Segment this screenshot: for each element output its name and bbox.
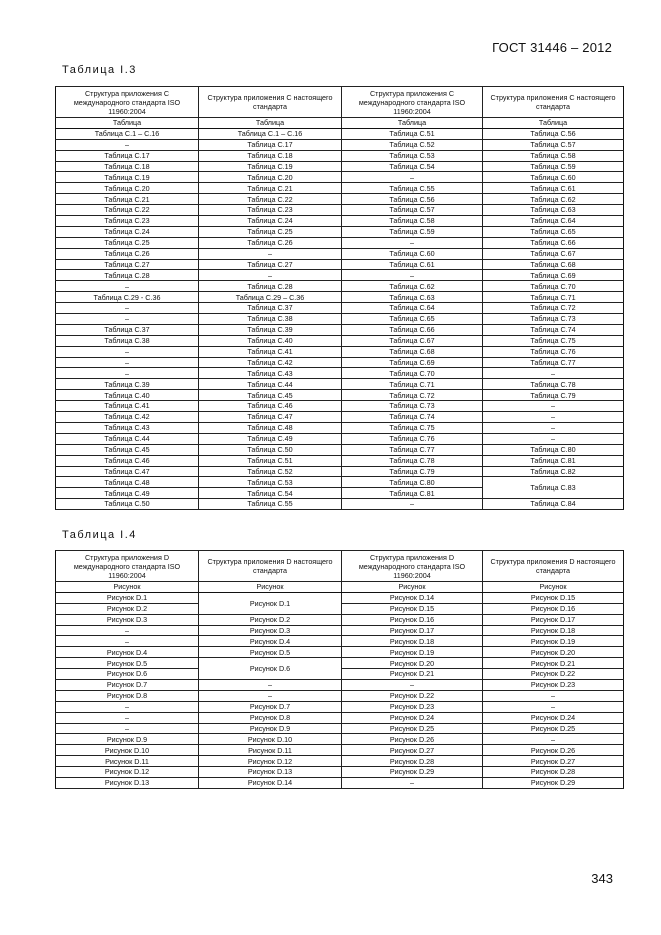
table-row (56, 281, 624, 292)
table-i3 (55, 86, 624, 510)
table-cell: Рисунок D.22 (342, 690, 483, 701)
table-cell: Таблица С.48 (56, 477, 199, 488)
table-cell: Рисунок D.6 (199, 658, 342, 680)
table-cell: Таблица С.37 (56, 324, 199, 335)
table-row (56, 734, 624, 745)
table-cell: – (483, 368, 624, 379)
table-cell: Таблица С.80 (342, 477, 483, 488)
table-cell: Рисунок D.26 (342, 734, 483, 745)
table-cell: Таблица С.58 (342, 216, 483, 227)
table-cell: Таблица С.65 (483, 226, 624, 237)
table-row (56, 625, 624, 636)
table-cell: Таблица С.75 (483, 335, 624, 346)
column-header: Структура приложения D международного стандарта ISO 11960:2004 (56, 551, 199, 582)
table-cell: Рисунок D.12 (56, 767, 199, 778)
table-cell: Рисунок D.26 (483, 745, 624, 756)
table-cell: Рисунок D.13 (199, 767, 342, 778)
table-cell: Таблица С.43 (199, 368, 342, 379)
table-cell: Таблица С.46 (56, 455, 199, 466)
table-cell: Рисунок D.12 (199, 756, 342, 767)
table-row (56, 194, 624, 205)
table-row (56, 680, 624, 691)
table-cell: – (342, 237, 483, 248)
table-cell: Таблица С.62 (483, 194, 624, 205)
table-cell: Таблица С.52 (199, 466, 342, 477)
table-cell: – (56, 346, 199, 357)
column-header: Структура приложения D международного стандарта ISO 11960:2004 (342, 551, 483, 582)
table-row (56, 499, 624, 510)
table-cell: Рисунок D.11 (199, 745, 342, 756)
table-row (56, 205, 624, 216)
table-cell: Таблица С.18 (199, 150, 342, 161)
table-cell: – (342, 778, 483, 789)
table-cell: Таблица С.57 (483, 139, 624, 150)
table-cell: Таблица С.68 (483, 259, 624, 270)
table-cell: Рисунок D.10 (199, 734, 342, 745)
table-cell: Рисунок D.2 (199, 614, 342, 625)
table-cell: Таблица С.26 (56, 248, 199, 259)
table-cell: Таблица С.40 (199, 335, 342, 346)
table-cell: Таблица С.1 – С.16 (56, 128, 199, 139)
table-cell: Рисунок D.7 (56, 680, 199, 691)
table-row (56, 324, 624, 335)
table-cell: Рисунок D.1 (199, 592, 342, 614)
table-cell: Таблица С.19 (56, 172, 199, 183)
table-cell: Рисунок D.27 (483, 756, 624, 767)
table-row (56, 767, 624, 778)
table-row (56, 303, 624, 314)
table-cell: Рисунок D.29 (483, 778, 624, 789)
table-cell: Таблица С.51 (342, 128, 483, 139)
table-cell: Таблица С.66 (483, 237, 624, 248)
table-cell: Таблица С.27 (199, 259, 342, 270)
table-cell: – (56, 368, 199, 379)
table-cell: Таблица С.17 (56, 150, 199, 161)
table-cell: Рисунок D.28 (342, 756, 483, 767)
table-cell: Таблица С.38 (56, 335, 199, 346)
table-cell: Таблица С.61 (342, 259, 483, 270)
table-cell: Рисунок D.10 (56, 745, 199, 756)
table-cell: Таблица С.50 (199, 444, 342, 455)
subheader-cell: Таблица (199, 118, 342, 129)
table-cell: – (199, 680, 342, 691)
table-cell: Рисунок D.13 (56, 778, 199, 789)
table-cell: Рисунок D.18 (483, 625, 624, 636)
table-cell: – (483, 734, 624, 745)
table-cell: Таблица С.70 (483, 281, 624, 292)
table-cell: Таблица С.58 (483, 150, 624, 161)
table-cell: Таблица С.66 (342, 324, 483, 335)
table-cell: Рисунок D.5 (56, 658, 199, 669)
table-cell: Рисунок D.23 (483, 680, 624, 691)
table-cell: Таблица С.56 (342, 194, 483, 205)
table-cell: Таблица С.62 (342, 281, 483, 292)
table-row (56, 139, 624, 150)
table-cell: Таблица С.40 (56, 390, 199, 401)
table-cell: Таблица С.73 (342, 401, 483, 412)
table-cell: Таблица С.53 (342, 150, 483, 161)
table-cell: Таблица С.69 (342, 357, 483, 368)
table-cell: Таблица С.19 (199, 161, 342, 172)
table-cell: Рисунок D.18 (342, 636, 483, 647)
table-row (56, 745, 624, 756)
table-cell: Таблица С.41 (56, 401, 199, 412)
table-cell: Таблица С.51 (199, 455, 342, 466)
table-cell: Рисунок D.1 (56, 592, 199, 603)
table-cell: Таблица С.82 (483, 466, 624, 477)
subheader-cell: Таблица (342, 118, 483, 129)
table-cell: Таблица С.76 (342, 433, 483, 444)
table-row (56, 379, 624, 390)
table-cell: Рисунок D.8 (199, 712, 342, 723)
table-cell: Рисунок D.9 (199, 723, 342, 734)
table-row (56, 723, 624, 734)
header-row (56, 87, 624, 118)
column-header: Структура приложения С настоящего стандарта (199, 87, 342, 118)
table-row (56, 335, 624, 346)
table-cell: – (56, 701, 199, 712)
table-cell: Таблица С.67 (342, 335, 483, 346)
table-cell: Таблица С.69 (483, 270, 624, 281)
table-cell: Таблица С.28 (56, 270, 199, 281)
table-cell: Таблица С.42 (56, 412, 199, 423)
table-cell: Таблица С.76 (483, 346, 624, 357)
table-cell: Рисунок D.14 (342, 592, 483, 603)
table-cell: Таблица С.24 (199, 216, 342, 227)
table-row (56, 226, 624, 237)
table-row (56, 636, 624, 647)
table-cell: Таблица С.25 (56, 237, 199, 248)
table-cell: – (342, 172, 483, 183)
table-cell: Таблица С.64 (342, 303, 483, 314)
table-cell: Таблица С.43 (56, 422, 199, 433)
table-cell: Таблица С.80 (483, 444, 624, 455)
table-cell: Таблица С.78 (483, 379, 624, 390)
table-cell: – (56, 636, 199, 647)
subheader-cell: Таблица (483, 118, 624, 129)
table-cell: Таблица С.64 (483, 216, 624, 227)
table-cell: Таблица С.72 (483, 303, 624, 314)
table-row (56, 444, 624, 455)
table-cell: Таблица С.59 (342, 226, 483, 237)
table-cell: Рисунок D.5 (199, 647, 342, 658)
table-cell: Таблица С.52 (342, 139, 483, 150)
table-cell: Таблица С.53 (199, 477, 342, 488)
table-cell: Рисунок D.28 (483, 767, 624, 778)
table-cell: Таблица С.54 (199, 488, 342, 499)
table-cell: Таблица С.37 (199, 303, 342, 314)
table-cell: Таблица С.55 (199, 499, 342, 510)
table-cell: – (56, 357, 199, 368)
table-cell: Таблица С.79 (483, 390, 624, 401)
table-cell: – (342, 680, 483, 691)
table-cell: Таблица С.24 (56, 226, 199, 237)
table-cell: Таблица С.20 (56, 183, 199, 194)
table-cell: – (483, 412, 624, 423)
table-cell: Рисунок D.3 (199, 625, 342, 636)
table-row (56, 150, 624, 161)
table-cell: Таблица С.50 (56, 499, 199, 510)
table-cell: – (483, 701, 624, 712)
table-row (56, 183, 624, 194)
table-row (56, 216, 624, 227)
table-cell: Таблица С.74 (342, 412, 483, 423)
table-cell: Рисунок D.3 (56, 614, 199, 625)
table-cell: Рисунок D.20 (483, 647, 624, 658)
table-row (56, 658, 624, 669)
table-cell: Таблица С.1 – С.16 (199, 128, 342, 139)
table-cell: Рисунок D.6 (56, 669, 199, 680)
table-row (56, 314, 624, 325)
table-cell: Таблица С.63 (483, 205, 624, 216)
table-cell: Таблица С.83 (483, 477, 624, 499)
table-row (56, 712, 624, 723)
table-cell: Рисунок D.4 (56, 647, 199, 658)
table-cell: Рисунок D.15 (342, 603, 483, 614)
table-cell: Таблица С.20 (199, 172, 342, 183)
table-cell: Таблица С.67 (483, 248, 624, 259)
table-cell: Таблица С.55 (342, 183, 483, 194)
table-row (56, 368, 624, 379)
table-cell: Рисунок D.24 (342, 712, 483, 723)
table-cell: – (56, 723, 199, 734)
table-row (56, 248, 624, 259)
table-cell: Таблица С.75 (342, 422, 483, 433)
table-cell: Таблица С.22 (199, 194, 342, 205)
table-row (56, 390, 624, 401)
table-row (56, 161, 624, 172)
table-row (56, 346, 624, 357)
table-cell: – (483, 401, 624, 412)
table-row (56, 756, 624, 767)
table-cell: Таблица С.84 (483, 499, 624, 510)
table-row (56, 422, 624, 433)
table-cell: – (483, 422, 624, 433)
table-cell: Таблица С.47 (199, 412, 342, 423)
table-cell: Таблица С.71 (342, 379, 483, 390)
table-cell: Рисунок D.20 (342, 658, 483, 669)
table-row (56, 259, 624, 270)
table-row (56, 412, 624, 423)
table-cell: Рисунок D.17 (483, 614, 624, 625)
table-cell: Таблица С.65 (342, 314, 483, 325)
table-cell: Таблица С.23 (199, 205, 342, 216)
table-row (56, 237, 624, 248)
table-row (56, 778, 624, 789)
table-cell: Рисунок D.21 (342, 669, 483, 680)
table-cell: Рисунок D.15 (483, 592, 624, 603)
table-i4 (55, 550, 624, 789)
column-header: Структура приложения D настоящего стандарта (199, 551, 342, 582)
table-row (56, 466, 624, 477)
table-cell: Рисунок D.22 (483, 669, 624, 680)
table-cell: Таблица С.81 (483, 455, 624, 466)
table-cell: Таблица С.18 (56, 161, 199, 172)
table-row (56, 172, 624, 183)
table-cell: – (199, 248, 342, 259)
table-cell: – (56, 281, 199, 292)
table-cell: Рисунок D.2 (56, 603, 199, 614)
table-cell: Рисунок D.8 (56, 690, 199, 701)
table-cell: – (56, 625, 199, 636)
table-cell: – (56, 139, 199, 150)
table-cell: Таблица С.77 (483, 357, 624, 368)
table-cell: Рисунок D.27 (342, 745, 483, 756)
table-cell: Таблица С.71 (483, 292, 624, 303)
table-row (56, 647, 624, 658)
table-cell: Таблица С.27 (56, 259, 199, 270)
table-cell: Таблица С.63 (342, 292, 483, 303)
table-cell: Рисунок D.9 (56, 734, 199, 745)
table-row (56, 614, 624, 625)
table-cell: Рисунок D.16 (342, 614, 483, 625)
table-row (56, 690, 624, 701)
table-cell: Рисунок D.4 (199, 636, 342, 647)
table-cell: Таблица С.46 (199, 401, 342, 412)
table-cell: – (342, 499, 483, 510)
table-cell: Рисунок D.11 (56, 756, 199, 767)
table-cell: Таблица С.59 (483, 161, 624, 172)
table-cell: Таблица С.22 (56, 205, 199, 216)
table-row (56, 477, 624, 488)
table-cell: Таблица С.49 (56, 488, 199, 499)
table-cell: Таблица С.78 (342, 455, 483, 466)
table-cell: Таблица С.45 (56, 444, 199, 455)
table-cell: Таблица С.39 (56, 379, 199, 390)
table-cell: Рисунок D.16 (483, 603, 624, 614)
table-row (56, 292, 624, 303)
subheader-cell: Рисунок (56, 582, 199, 593)
table-cell: Таблица С.42 (199, 357, 342, 368)
table-cell: Рисунок D.14 (199, 778, 342, 789)
column-header: Структура приложения С настоящего стандарта (483, 87, 624, 118)
table-cell: Таблица С.49 (199, 433, 342, 444)
table-cell: – (56, 303, 199, 314)
table-cell: Таблица С.21 (199, 183, 342, 194)
column-header: Структура приложения С международного стандарта ISO 11960:2004 (342, 87, 483, 118)
subheader-cell: Рисунок (483, 582, 624, 593)
table-cell: Таблица С.29 - С.36 (56, 292, 199, 303)
table-cell: Рисунок D.25 (483, 723, 624, 734)
table-cell: Рисунок D.29 (342, 767, 483, 778)
table-cell: – (56, 314, 199, 325)
table-cell: Таблица С.68 (342, 346, 483, 357)
table-cell: – (199, 690, 342, 701)
table-cell: Таблица С.48 (199, 422, 342, 433)
subheader-row (56, 582, 624, 593)
table-cell: Рисунок D.25 (342, 723, 483, 734)
subheader-cell: Рисунок (342, 582, 483, 593)
table-cell: Рисунок D.19 (342, 647, 483, 658)
table-cell: – (342, 270, 483, 281)
column-header: Структура приложения D настоящего стандарта (483, 551, 624, 582)
header-row (56, 551, 624, 582)
table-cell: Таблица С.60 (483, 172, 624, 183)
subheader-cell: Таблица (56, 118, 199, 129)
table-cell: Таблица С.79 (342, 466, 483, 477)
table-cell: Рисунок D.17 (342, 625, 483, 636)
table-cell: – (56, 712, 199, 723)
table-cell: Рисунок D.24 (483, 712, 624, 723)
table-cell: Таблица С.26 (199, 237, 342, 248)
subheader-cell: Рисунок (199, 582, 342, 593)
table-row (56, 270, 624, 281)
table-cell: Таблица С.47 (56, 466, 199, 477)
table-cell: Рисунок D.21 (483, 658, 624, 669)
table-row (56, 433, 624, 444)
table-cell: Таблица С.57 (342, 205, 483, 216)
table-cell: Таблица С.81 (342, 488, 483, 499)
table-cell: Таблица С.21 (56, 194, 199, 205)
table-cell: Таблица С.17 (199, 139, 342, 150)
table-cell: Таблица С.44 (56, 433, 199, 444)
subheader-row (56, 118, 624, 129)
table-cell: Таблица С.45 (199, 390, 342, 401)
table-cell: Таблица С.44 (199, 379, 342, 390)
table-row (56, 401, 624, 412)
table-row (56, 128, 624, 139)
table-cell: Таблица С.39 (199, 324, 342, 335)
table-cell: Таблица С.72 (342, 390, 483, 401)
document-code: ГОСТ 31446 – 2012 (492, 40, 612, 55)
page-number: 343 (591, 871, 613, 886)
table-cell: Таблица С.41 (199, 346, 342, 357)
table-cell: Таблица С.54 (342, 161, 483, 172)
table-row (56, 455, 624, 466)
table-cell: Таблица С.25 (199, 226, 342, 237)
table-cell: Таблица С.28 (199, 281, 342, 292)
table-cell: Таблица С.29 – С.36 (199, 292, 342, 303)
table-cell: Таблица С.70 (342, 368, 483, 379)
table-row (56, 701, 624, 712)
table-cell: Рисунок D.7 (199, 701, 342, 712)
table-cell: Рисунок D.19 (483, 636, 624, 647)
table-i4-caption: Таблица I.4 (62, 529, 137, 541)
table-cell: Таблица С.23 (56, 216, 199, 227)
table-cell: Таблица С.56 (483, 128, 624, 139)
table-cell: Таблица С.73 (483, 314, 624, 325)
table-cell: Таблица С.61 (483, 183, 624, 194)
table-cell: Таблица С.77 (342, 444, 483, 455)
table-i3-caption: Таблица I.3 (62, 64, 137, 76)
column-header: Структура приложения С международного стандарта ISO 11960:2004 (56, 87, 199, 118)
table-row (56, 592, 624, 603)
table-cell: – (199, 270, 342, 281)
table-cell: Таблица С.74 (483, 324, 624, 335)
table-cell: Рисунок D.23 (342, 701, 483, 712)
table-cell: – (483, 433, 624, 444)
table-row (56, 357, 624, 368)
table-cell: – (483, 690, 624, 701)
table-cell: Таблица С.38 (199, 314, 342, 325)
table-cell: Таблица С.60 (342, 248, 483, 259)
